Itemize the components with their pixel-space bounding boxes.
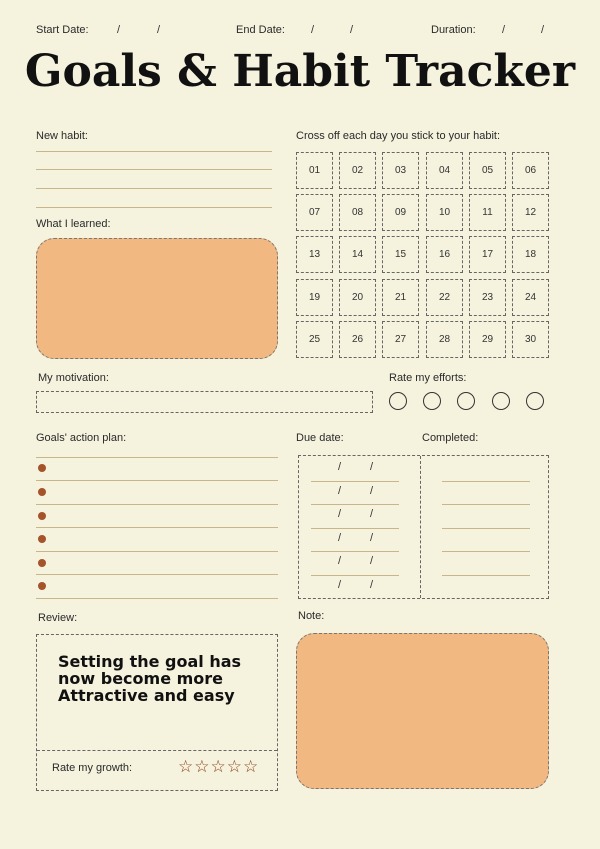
learned-label: What I learned: [36,218,111,230]
day-box-12[interactable]: 12 [512,194,549,231]
tracker-label: Cross off each day you stick to your habit: [296,130,501,142]
due-completed-table [298,455,549,599]
duration-slash: / [502,24,506,36]
action-bullet [38,582,46,590]
action-bullet [38,559,46,567]
due-slash: / [370,508,374,520]
day-box-25[interactable]: 25 [296,321,333,358]
day-box-19[interactable]: 19 [296,279,333,316]
due-date-line[interactable] [311,575,399,576]
duration-slash: / [541,24,545,36]
day-box-14[interactable]: 14 [339,236,376,273]
action-bullet [38,512,46,520]
duration-label: Duration: [431,24,476,36]
efforts-label: Rate my efforts: [389,372,467,384]
due-date-line[interactable] [311,551,399,552]
day-box-08[interactable]: 08 [339,194,376,231]
effort-rating-circle[interactable] [389,392,407,410]
due-date-line[interactable] [311,481,399,482]
new-habit-line[interactable] [36,169,272,170]
day-box-05[interactable]: 05 [469,152,506,189]
action-plan-line[interactable] [36,504,278,505]
action-plan-line [36,457,278,458]
motivation-label: My motivation: [38,372,109,384]
action-plan-line[interactable] [36,480,278,481]
end-date-slash: / [311,24,315,36]
day-box-07[interactable]: 07 [296,194,333,231]
action-bullet [38,488,46,496]
table-divider [420,456,421,598]
day-box-11[interactable]: 11 [469,194,506,231]
day-box-16[interactable]: 16 [426,236,463,273]
action-plan-line[interactable] [36,527,278,528]
due-slash: / [338,579,342,591]
day-box-03[interactable]: 03 [382,152,419,189]
day-box-24[interactable]: 24 [512,279,549,316]
due-slash: / [370,579,374,591]
due-slash: / [370,532,374,544]
action-bullet [38,464,46,472]
effort-rating-circle[interactable] [457,392,475,410]
review-label: Review: [38,612,78,624]
completed-line[interactable] [442,575,530,576]
completed-line[interactable] [442,481,530,482]
effort-rating-circle[interactable] [526,392,544,410]
page-title: Goals & Habit Tracker [24,46,576,97]
due-slash: / [338,461,342,473]
new-habit-line[interactable] [36,188,272,189]
action-plan-line[interactable] [36,598,278,599]
day-box-10[interactable]: 10 [426,194,463,231]
day-grid [296,152,550,358]
effort-rating-circle[interactable] [492,392,510,410]
due-slash: / [338,508,342,520]
growth-rating-stars[interactable]: ☆☆☆☆☆ [178,757,260,776]
due-slash: / [338,485,342,497]
review-text[interactable]: Setting the goal has now become more Attractive and easy [58,652,242,705]
day-box-13[interactable]: 13 [296,236,333,273]
due-slash: / [338,555,342,567]
day-box-20[interactable]: 20 [339,279,376,316]
action-plan-line[interactable] [36,574,278,575]
end-date-slash: / [350,24,354,36]
day-box-17[interactable]: 17 [469,236,506,273]
action-bullet [38,535,46,543]
day-box-29[interactable]: 29 [469,321,506,358]
day-box-21[interactable]: 21 [382,279,419,316]
day-box-27[interactable]: 27 [382,321,419,358]
due-slash: / [370,555,374,567]
start-date-slash: / [157,24,161,36]
new-habit-line[interactable] [36,151,272,152]
growth-label: Rate my growth: [52,762,133,774]
due-date-label: Due date: [296,432,344,444]
due-slash: / [338,532,342,544]
learned-panel[interactable] [36,238,278,359]
due-date-line[interactable] [311,504,399,505]
action-plan-label: Goals' action plan: [36,432,127,444]
action-plan-line[interactable] [36,551,278,552]
day-box-09[interactable]: 09 [382,194,419,231]
new-habit-label: New habit: [36,130,88,142]
day-box-22[interactable]: 22 [426,279,463,316]
effort-rating-circle[interactable] [423,392,441,410]
day-box-04[interactable]: 04 [426,152,463,189]
start-date-label: Start Date: [36,24,89,36]
completed-line[interactable] [442,504,530,505]
note-label: Note: [298,610,325,622]
completed-label: Completed: [422,432,479,444]
due-date-line[interactable] [311,528,399,529]
day-box-28[interactable]: 28 [426,321,463,358]
due-slash: / [370,485,374,497]
new-habit-line[interactable] [36,207,272,208]
completed-line[interactable] [442,528,530,529]
due-slash: / [370,461,374,473]
note-panel[interactable] [296,633,549,789]
day-box-23[interactable]: 23 [469,279,506,316]
end-date-label: End Date: [236,24,285,36]
day-box-02[interactable]: 02 [339,152,376,189]
completed-line[interactable] [442,551,530,552]
day-box-30[interactable]: 30 [512,321,549,358]
day-box-18[interactable]: 18 [512,236,549,273]
day-box-26[interactable]: 26 [339,321,376,358]
day-box-15[interactable]: 15 [382,236,419,273]
motivation-input[interactable] [36,391,373,413]
start-date-slash: / [117,24,121,36]
day-box-01[interactable]: 01 [296,152,333,189]
review-divider [37,750,277,751]
day-box-06[interactable]: 06 [512,152,549,189]
